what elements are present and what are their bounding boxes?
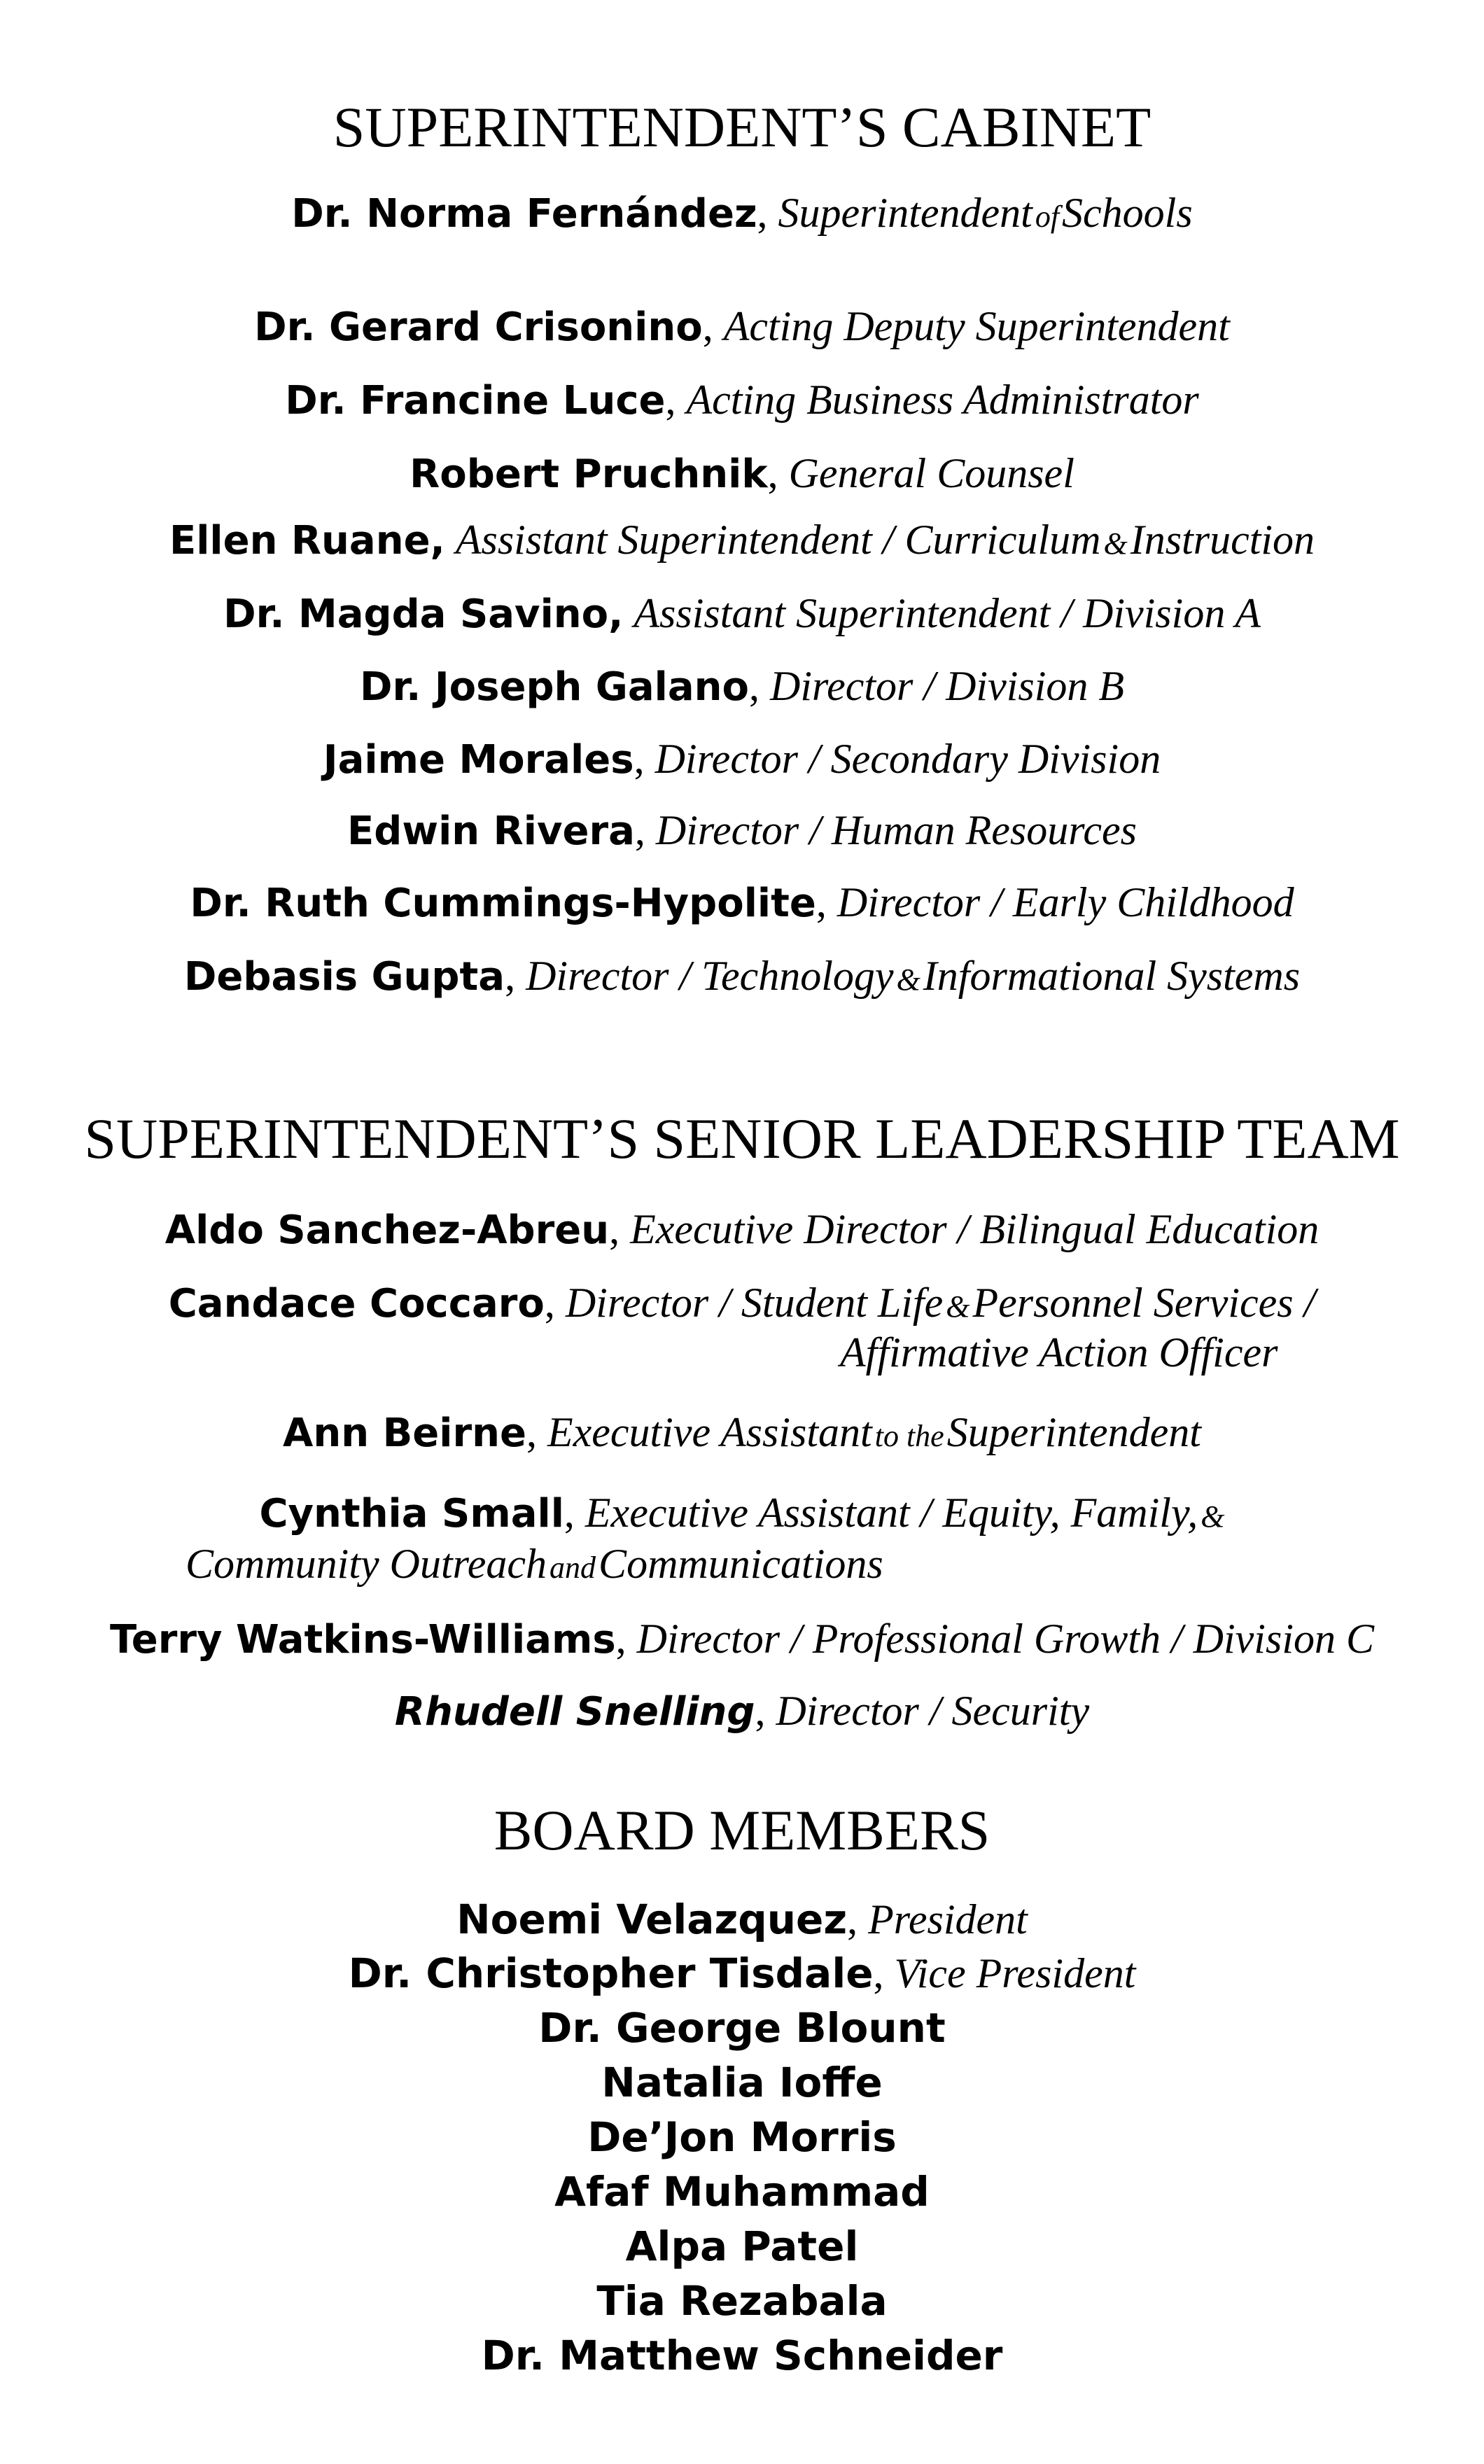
- cabinet-member: Robert Pruchnik, General Counsel: [410, 450, 1074, 497]
- member-name: Terry Watkins-Williams: [109, 1617, 616, 1662]
- board-member: [0, 2004, 1484, 2052]
- leadership-member: Terry Watkins-Williams, Director / Professional Growth / Division C: [109, 1616, 1375, 1662]
- member-name: Ann Beirne: [283, 1410, 526, 1456]
- ampersand: &: [946, 1289, 970, 1324]
- board-member: [0, 2332, 1484, 2379]
- member-name: Dr. Gerard Crisonino: [254, 304, 703, 350]
- member-name: Noemi Velazquez: [456, 1896, 848, 1943]
- cabinet-member: Dr. Ruth Cummings-Hypolite, Director / Early Childhood: [190, 879, 1294, 926]
- ampersand: &: [896, 962, 920, 997]
- leadership-member: Cynthia Small, Executive Assistant / Equity, Family, &: [259, 1490, 1225, 1536]
- member-title: Director / Security: [776, 1688, 1090, 1734]
- member-title: Director / Professional Growth / Division C: [636, 1616, 1375, 1662]
- member-name: Dr. Joseph Galano: [359, 664, 749, 710]
- member-title: Acting Deputy Superintendent: [723, 303, 1230, 349]
- member-title: Director / Early Childhood: [836, 879, 1294, 925]
- member-name: Robert Pruchnik: [410, 451, 768, 497]
- member-title: President: [868, 1896, 1028, 1942]
- member-name: Dr. Norma Fernández: [291, 191, 757, 237]
- member-name: Jaime Morales: [323, 737, 634, 783]
- member-title: Informational Systems: [923, 953, 1301, 999]
- member-name: Rhudell Snelling: [394, 1689, 755, 1735]
- member-title-connector: to the: [874, 1419, 944, 1453]
- ampersand: &: [1103, 526, 1128, 561]
- member-title: Director / Student Life: [565, 1280, 944, 1326]
- leadership-member-title-continuation: [840, 1329, 1295, 1377]
- member-title: Director / Division B: [770, 663, 1125, 709]
- member-name: Alpa Patel: [625, 2222, 859, 2270]
- cabinet-member: Edwin Rivera, Director / Human Resources: [347, 807, 1137, 854]
- leadership-member: Ann Beirne, Executive Assistant to the Superintendent: [283, 1409, 1201, 1456]
- board-member: Dr. Christopher Tisdale, Vice President: [348, 1949, 1136, 1997]
- member-title: Communications: [598, 1541, 883, 1587]
- cabinet-member: [0, 589, 1484, 638]
- member-title: Acting Business Administrator: [686, 377, 1199, 423]
- board-heading: BOARD MEMBERS: [493, 1798, 990, 1862]
- cabinet-member: Dr. Francine Luce, Acting Business Administrator: [285, 377, 1199, 424]
- member-title: Assistant Superintendent / Curriculum: [455, 517, 1101, 563]
- ampersand: &: [1200, 1499, 1225, 1534]
- cabinet-member: Jaime Morales, Director / Secondary Division: [323, 736, 1161, 783]
- member-name: Aldo Sanchez-Abreu: [164, 1208, 610, 1253]
- member-name: Dr. Francine Luce: [285, 378, 666, 424]
- member-title: Community Outreach: [186, 1541, 547, 1587]
- member-title-connector: and: [550, 1550, 596, 1585]
- member-name: Dr. Magda Savino,: [223, 592, 624, 637]
- leadership-member-title-continuation: [186, 1540, 1236, 1588]
- member-name: De’Jon Morris: [587, 2113, 897, 2161]
- member-title: Instruction: [1130, 517, 1315, 563]
- member-title: Superintendent: [778, 190, 1032, 236]
- member-title: Affirmative Action Officer: [840, 1329, 1278, 1376]
- member-title: Schools: [1062, 190, 1193, 236]
- member-title-connector: of: [1035, 200, 1060, 234]
- cabinet-superintendent: Dr. Norma Fernández, Superintendent of Schools: [291, 190, 1193, 237]
- member-title: Executive Assistant / Equity, Family,: [584, 1490, 1198, 1536]
- member-title: Executive Assistant: [547, 1409, 872, 1455]
- member-name: Tia Rezabala: [596, 2277, 888, 2325]
- member-name: Dr. George Blount: [538, 2004, 946, 2052]
- member-name: Dr. Matthew Schneider: [481, 2332, 1003, 2379]
- cabinet-member: [0, 516, 1484, 564]
- member-name: Cynthia Small: [259, 1491, 564, 1536]
- board-member: [0, 2059, 1484, 2106]
- member-title: Vice President: [894, 1950, 1136, 1996]
- cabinet-member: Debasis Gupta, Director / Technology & Informational Systems: [183, 953, 1301, 1000]
- leadership-member: Rhudell Snelling, Director / Security: [394, 1688, 1090, 1735]
- member-title: Director / Technology: [526, 953, 894, 999]
- member-title: Director / Human Resources: [655, 807, 1137, 853]
- member-name: Debasis Gupta: [183, 954, 505, 1000]
- cabinet-member: Dr. Gerard Crisonino, Acting Deputy Superintendent: [254, 303, 1230, 350]
- member-title: Director / Secondary Division: [654, 736, 1161, 782]
- board-member: [0, 2222, 1484, 2270]
- member-name: Edwin Rivera: [347, 808, 635, 854]
- member-name: Ellen Ruane,: [169, 518, 445, 564]
- member-title: General Counsel: [788, 450, 1074, 496]
- board-member: [0, 2113, 1484, 2161]
- member-title: Executive Director / Bilingual Education: [630, 1206, 1320, 1252]
- member-name: Candace Coccaro: [168, 1281, 545, 1326]
- cabinet-heading: SUPERINTENDENT’S CABINET: [332, 95, 1152, 159]
- member-name: Natalia Ioffe: [601, 2059, 883, 2106]
- member-title: Superintendent: [946, 1409, 1201, 1455]
- board-member: Noemi Velazquez, President: [456, 1896, 1028, 1943]
- board-member: [0, 2168, 1484, 2216]
- leadership-member: Aldo Sanchez-Abreu, Executive Director / Bilingual Education: [164, 1206, 1320, 1253]
- cabinet-member: Dr. Joseph Galano, Director / Division B: [359, 663, 1125, 710]
- member-title: Assistant Superintendent / Division A: [634, 590, 1261, 636]
- member-name: Afaf Muhammad: [554, 2168, 930, 2216]
- board-member: [0, 2277, 1484, 2325]
- member-name: Dr. Christopher Tisdale: [348, 1949, 874, 1997]
- leadership-member: Candace Coccaro, Director / Student Life & Personnel Services /: [168, 1280, 1316, 1326]
- leadership-heading: SUPERINTENDENT’S SENIOR LEADERSHIP TEAM: [84, 1107, 1400, 1170]
- member-name: Dr. Ruth Cummings-Hypolite: [190, 881, 816, 926]
- member-title: Personnel Services /: [972, 1280, 1316, 1326]
